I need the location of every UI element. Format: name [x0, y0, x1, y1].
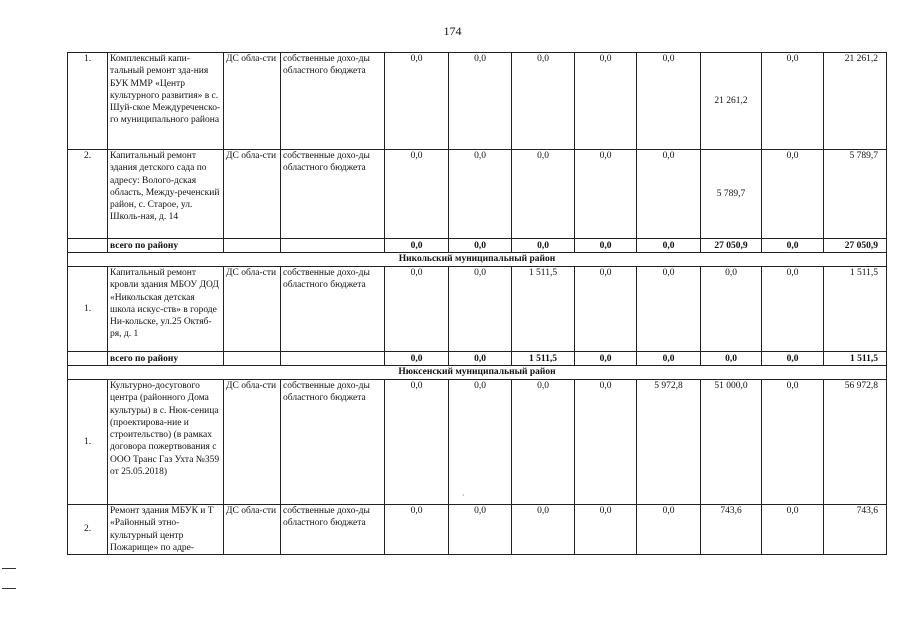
value-cell: 0,0 — [385, 53, 449, 150]
program-name: ДС обла-сти — [224, 150, 281, 239]
value-cell: 0,0 — [762, 380, 824, 505]
scan-edge-mark — [2, 588, 16, 589]
row-number: 2. — [68, 150, 108, 239]
total-value-cell: 743,6 — [824, 505, 887, 555]
empty-cell — [224, 352, 281, 366]
value-cell: 0,0 — [385, 352, 449, 366]
value-cell: 0,0 — [449, 505, 512, 555]
funding-source: собственные дохо-ды областного бюджета — [281, 150, 385, 239]
total-value-cell: 1 511,5 — [824, 352, 887, 366]
value-cell: 0,0 — [449, 150, 512, 239]
row-number: 1. — [68, 267, 108, 352]
funding-source: собственные дохо-ды областного бюджета — [281, 380, 385, 505]
value-cell: 0,0 — [575, 53, 637, 150]
value-cell: 1 511,5 — [512, 267, 575, 352]
row-number: 1. — [68, 53, 108, 150]
value-cell: 0,0 — [762, 53, 824, 150]
value-cell: 0,0 — [385, 239, 449, 253]
total-value-cell: 5 789,7 — [824, 150, 887, 239]
value-cell: 0,0 — [637, 267, 701, 352]
value-cell: 0,0 — [575, 505, 637, 555]
object-name: Капитальный ремонт кровли здания МБОУ ДОД «Никольская детская школа искус-ств» в городе Ни-кольске, ул.25 Октяб-ря, д. 1 — [108, 267, 224, 352]
value-cell: 0,0 — [385, 150, 449, 239]
funding-source: собственные дохо-ды областного бюджета — [281, 267, 385, 352]
row-number: 2. — [68, 505, 108, 555]
value-cell: 0,0 — [449, 267, 512, 352]
total-value-cell: 56 972,8 — [824, 380, 887, 505]
program-name: ДС обла-сти — [224, 267, 281, 352]
object-name: Комплексный капи-тальный ремонт зда-ния БУК ММР «Центр культурного развития» в с. Шуй-ское Междуреченско-го муниципального района — [108, 53, 224, 150]
empty-cell — [281, 239, 385, 253]
district-title: Нюксенский муниципальный район — [68, 366, 887, 380]
value-cell: 0,0 — [637, 150, 701, 239]
value-cell: 0,0 — [449, 53, 512, 150]
value-cell: 0,0 — [701, 352, 762, 366]
district-header-row — [68, 253, 887, 267]
district-total-row — [68, 239, 887, 253]
value-cell: 51 000,0 — [701, 380, 762, 505]
value-cell: 0,0 — [385, 267, 449, 352]
value-cell: 0,0 — [512, 239, 575, 253]
value-cell: 0,0 — [385, 380, 449, 505]
funding-source: собственные дохо-ды областного бюджета — [281, 53, 385, 150]
value-cell: 0,0 — [575, 150, 637, 239]
value-cell: 0,0 — [637, 53, 701, 150]
object-name: Капитальный ремонт здания детского сада по адресу: Волого-дская область, Между-реченский район, с. Старое, ул. Школь-ная, д. 14 — [108, 150, 224, 239]
program-name: ДС обла-сти — [224, 505, 281, 555]
value-cell: 5 789,7 — [701, 150, 762, 239]
value-cell: 0,0 — [512, 53, 575, 150]
value-cell: 0,0 — [637, 505, 701, 555]
table-row — [68, 380, 887, 505]
value-cell: 0,0 — [637, 352, 701, 366]
value-cell: 1 511,5 — [512, 352, 575, 366]
value-cell: 0,0 — [385, 505, 449, 555]
value-cell: 0,0 — [637, 239, 701, 253]
value-cell: 0,0 — [575, 352, 637, 366]
value-cell: 21 261,2 — [701, 53, 762, 150]
value-cell: 0,0 — [575, 239, 637, 253]
total-label: всего по району — [108, 352, 224, 366]
value-cell: 27 050,9 — [701, 239, 762, 253]
table-row — [68, 150, 887, 239]
value-cell: 0,0 — [575, 267, 637, 352]
value-cell: 0,0 — [512, 150, 575, 239]
empty-cell — [224, 239, 281, 253]
value-cell: 743,6 — [701, 505, 762, 555]
scan-speck: · — [462, 491, 465, 500]
object-name: Ремонт здания МБУК и Т «Районный этно-культурный центр Пожарище» по адре- — [108, 505, 224, 555]
district-header-row — [68, 366, 887, 380]
empty-cell — [68, 239, 108, 253]
program-name: ДС обла-сти — [224, 53, 281, 150]
scan-edge-mark — [2, 568, 16, 569]
value-cell: 0,0 — [512, 505, 575, 555]
value-cell: 0,0 — [762, 505, 824, 555]
funding-source: собственные дохо-ды областного бюджета — [281, 505, 385, 555]
value-cell: 0,0 — [762, 352, 824, 366]
value-cell: 5 972,8 — [637, 380, 701, 505]
district-total-row — [68, 352, 887, 366]
value-cell: 0,0 — [701, 267, 762, 352]
value-cell: 0,0 — [575, 380, 637, 505]
program-name: ДС обла-сти — [224, 380, 281, 505]
table-row — [68, 267, 887, 352]
row-number: 1. — [68, 380, 108, 505]
table-row — [68, 53, 887, 150]
district-title: Никольский муниципальный район — [68, 253, 887, 267]
table-row — [68, 505, 887, 555]
total-label: всего по району — [108, 239, 224, 253]
total-value-cell: 1 511,5 — [824, 267, 887, 352]
value-cell: 0,0 — [762, 150, 824, 239]
budget-table — [67, 52, 887, 555]
value-cell: 0,0 — [449, 380, 512, 505]
total-value-cell: 21 261,2 — [824, 53, 887, 150]
value-cell: 0,0 — [449, 239, 512, 253]
empty-cell — [68, 352, 108, 366]
empty-cell — [281, 352, 385, 366]
page-number: 174 — [443, 24, 462, 38]
total-value-cell: 27 050,9 — [824, 239, 887, 253]
object-name: Культурно-досугового центра (районного Дома культуры) в с. Нюк-сеница (проектирова-ние и строительство) (в рамках договора пожертвования с ООО Транс Газ Ухта №359 от 25.05.2018) — [108, 380, 224, 505]
value-cell: 0,0 — [512, 380, 575, 505]
value-cell: 0,0 — [762, 239, 824, 253]
value-cell: 0,0 — [762, 267, 824, 352]
value-cell: 0,0 — [449, 352, 512, 366]
